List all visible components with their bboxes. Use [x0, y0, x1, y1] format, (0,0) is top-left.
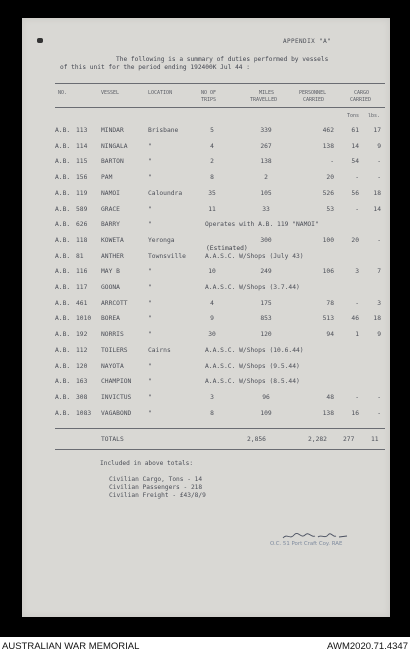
number-cell: 461: [76, 299, 88, 307]
personnel-cell: 94: [326, 331, 334, 339]
number-cell: 118: [76, 236, 88, 244]
signature: [281, 531, 351, 541]
miles-cell: 138: [260, 158, 272, 166]
header-miles-2: TRAVELLED: [250, 97, 278, 103]
table-row: [55, 221, 385, 233]
lbs-cell: -: [377, 158, 381, 166]
vessel-cell: TOILERS: [101, 346, 128, 354]
lbs-cell: -: [377, 393, 381, 401]
ab-cell: A.B.: [55, 315, 71, 323]
table-row: [55, 331, 385, 343]
header-personnel-1: PERSONNEL: [299, 90, 327, 96]
tons-cell: 16: [351, 409, 359, 417]
header-personnel-2: CARRIED: [303, 97, 325, 103]
miles-cell: 33: [262, 205, 270, 213]
ab-cell: A.B.: [55, 142, 71, 150]
number-cell: 120: [76, 362, 88, 370]
table-row: [55, 284, 385, 296]
vessel-cell: ARRCOTT: [101, 299, 128, 307]
vessel-cell: BOREA: [101, 315, 120, 323]
tons-cell: 1: [355, 331, 359, 339]
location-cell: ": [148, 142, 152, 150]
table-row: [55, 268, 385, 280]
location-cell: ": [148, 299, 152, 307]
header-trips-1: NO OF: [201, 90, 217, 96]
lbs-cell: -: [377, 236, 381, 244]
note-cell: A.A.S.C. W/Shops (July 43): [205, 252, 304, 260]
note-cell: A.A.S.C. W/Shops (8.5.44): [205, 378, 300, 386]
ab-cell: A.B.: [55, 236, 71, 244]
tons-cell: 56: [351, 189, 359, 197]
ab-cell: A.B.: [55, 174, 71, 182]
vessel-cell: ANTHER: [101, 252, 124, 260]
vessel-cell: NAYOTA: [101, 362, 124, 370]
location-cell: Yeronga: [148, 236, 175, 244]
totals-personnel: 2,282: [308, 436, 327, 443]
included-label: Included in above totals:: [100, 460, 194, 467]
vessel-cell: GRACE: [101, 205, 120, 213]
personnel-cell: 106: [322, 268, 334, 276]
location-cell: ": [148, 409, 152, 417]
header-cargo-1: CARGO: [354, 90, 370, 96]
lbs-cell: 18: [373, 189, 381, 197]
tons-cell: 61: [351, 127, 359, 134]
trips-cell: 8: [210, 174, 214, 182]
location-cell: ": [148, 158, 152, 166]
tons-cell: -: [355, 393, 359, 401]
header-rule: [55, 107, 385, 108]
miles-cell: 175: [260, 299, 272, 307]
footer-institution: AUSTRALIAN WAR MEMORIAL: [2, 641, 140, 652]
civilian-cargo: Civilian Cargo, Tons - 14: [109, 476, 203, 483]
ab-cell: A.B.: [55, 346, 71, 354]
miles-cell: 105: [260, 189, 272, 197]
location-cell: ": [148, 393, 152, 401]
appendix-heading: APPENDIX "A": [283, 38, 332, 45]
number-cell: 81: [76, 252, 84, 260]
personnel-cell: -: [330, 158, 334, 166]
ab-cell: A.B.: [55, 189, 71, 197]
estimated-note: (Estimated): [206, 245, 248, 252]
lbs-cell: -: [377, 174, 381, 182]
totals-top-rule: [55, 428, 385, 429]
vessel-cell: GOONA: [101, 284, 120, 291]
miles-cell: 2: [264, 174, 268, 182]
ab-cell: A.B.: [55, 127, 71, 134]
number-cell: 156: [76, 174, 88, 182]
number-cell: 1083: [76, 409, 92, 417]
location-cell: ": [148, 331, 152, 339]
miles-cell: 853: [260, 315, 272, 323]
personnel-cell: 100: [322, 236, 334, 244]
ab-cell: A.B.: [55, 221, 71, 229]
ab-cell: A.B.: [55, 393, 71, 401]
ab-cell: A.B.: [55, 252, 71, 260]
personnel-cell: 513: [322, 315, 334, 323]
location-cell: Brisbane: [148, 127, 179, 134]
table-row: [55, 410, 385, 422]
table-row: [55, 394, 385, 406]
table-row: [55, 378, 385, 390]
totals-lbs: 11: [371, 436, 379, 443]
location-cell: ": [148, 284, 152, 291]
table-row: [55, 158, 385, 170]
header-miles-1: MILES: [259, 90, 275, 96]
location-cell: ": [148, 362, 152, 370]
table-row: [55, 127, 385, 139]
tons-cell: 46: [351, 315, 359, 323]
trips-cell: 4: [210, 142, 214, 150]
note-cell: A.A.S.C. W/Shops (10.6.44): [205, 346, 304, 354]
lbs-cell: 18: [373, 315, 381, 323]
footer-accession-number: AWM2020.71.4347: [327, 641, 408, 652]
personnel-cell: 526: [322, 189, 334, 197]
number-cell: 119: [76, 189, 88, 197]
table-row: [55, 206, 385, 218]
totals-tons: 277: [343, 436, 355, 443]
number-cell: 115: [76, 158, 88, 166]
lbs-cell: 3: [377, 299, 381, 307]
ab-cell: A.B.: [55, 205, 71, 213]
number-cell: 1010: [76, 315, 92, 323]
personnel-cell: 462: [322, 127, 334, 134]
trips-cell: 4: [210, 299, 214, 307]
number-cell: 589: [76, 205, 88, 213]
miles-cell: 96: [262, 393, 270, 401]
header-location: LOCATION: [148, 90, 173, 96]
tons-cell: 54: [351, 158, 359, 166]
trips-cell: 10: [208, 268, 216, 276]
miles-cell: 300: [260, 236, 272, 244]
personnel-cell: 138: [322, 142, 334, 150]
table-row: [55, 174, 385, 186]
vessel-cell: KOWETA: [101, 236, 124, 244]
vessel-cell: NINGALA: [101, 142, 128, 150]
personnel-cell: 48: [326, 393, 334, 401]
note-cell: Operates with A.B. 119 "NAMOI": [205, 221, 319, 229]
trips-cell: 5: [210, 127, 214, 134]
header-tons: Tons: [347, 113, 360, 119]
vessel-cell: NORRIS: [101, 331, 124, 339]
trips-cell: 9: [210, 315, 214, 323]
location-cell: ": [148, 174, 152, 182]
table-row: [55, 347, 385, 359]
header-vessel: VESSEL: [101, 90, 120, 96]
vessel-cell: CHAMPION: [101, 378, 132, 386]
table-row: [55, 315, 385, 327]
table-row: [55, 190, 385, 202]
ab-cell: A.B.: [55, 158, 71, 166]
lbs-cell: 9: [377, 142, 381, 150]
lbs-cell: 9: [377, 331, 381, 339]
trips-cell: 8: [210, 409, 214, 417]
number-cell: 113: [76, 127, 88, 134]
header-lbs: lbs.: [368, 113, 381, 119]
totals-label: TOTALS: [101, 436, 124, 443]
header-cargo-2: CARRIED: [350, 97, 372, 103]
lbs-cell: 17: [373, 127, 381, 134]
number-cell: 308: [76, 393, 88, 401]
miles-cell: 249: [260, 268, 272, 276]
personnel-cell: 53: [326, 205, 334, 213]
tons-cell: 14: [351, 142, 359, 150]
number-cell: 192: [76, 331, 88, 339]
header-no: NO.: [58, 90, 68, 96]
personnel-cell: 138: [322, 409, 334, 417]
vessel-cell: INVICTUS: [101, 393, 132, 401]
vessel-cell: MAY B: [101, 268, 120, 276]
location-cell: Cairns: [148, 346, 171, 354]
civilian-freight: Civilian Freight - £43/8/9: [109, 492, 206, 499]
location-cell: Townsville: [148, 252, 186, 260]
location-cell: Caloundra: [148, 189, 183, 197]
lbs-cell: -: [377, 409, 381, 417]
number-cell: 114: [76, 142, 88, 150]
intro-line-1: The following is a summary of duties performed by vessels: [116, 56, 329, 63]
vessel-cell: NAMOI: [101, 189, 120, 197]
tons-cell: 3: [355, 268, 359, 276]
table-row: [55, 143, 385, 155]
vessel-cell: BARRY: [101, 221, 120, 229]
vessel-cell: MINDAR: [101, 127, 124, 134]
number-cell: 117: [76, 284, 88, 291]
header-trips-2: TRIPS: [201, 97, 217, 103]
ab-cell: A.B.: [55, 331, 71, 339]
lbs-cell: 7: [377, 268, 381, 276]
miles-cell: 120: [260, 331, 272, 339]
ab-cell: A.B.: [55, 268, 71, 276]
trips-cell: 2: [210, 158, 214, 166]
miles-cell: 109: [260, 409, 272, 417]
number-cell: 112: [76, 346, 88, 354]
tons-cell: -: [355, 299, 359, 307]
totals-miles: 2,856: [247, 436, 266, 443]
personnel-cell: 20: [326, 174, 334, 182]
vessel-cell: BARTON: [101, 158, 124, 166]
location-cell: ": [148, 221, 152, 229]
miles-cell: 267: [260, 142, 272, 150]
trips-cell: 11: [208, 205, 216, 213]
location-cell: ": [148, 378, 152, 386]
intro-line-2: of this unit for the period ending 192400K Jul 44 :: [60, 64, 250, 71]
ab-cell: A.B.: [55, 409, 71, 417]
note-cell: A.A.S.C. W/Shops (9.5.44): [205, 362, 300, 370]
miles-cell: 339: [260, 127, 272, 134]
note-cell: A.A.S.C. W/Shops (3.7.44): [205, 284, 300, 291]
tons-cell: 20: [351, 236, 359, 244]
trips-cell: 35: [208, 189, 216, 197]
totals-bottom-rule: [55, 449, 385, 450]
location-cell: ": [148, 315, 152, 323]
number-cell: 163: [76, 378, 88, 386]
number-cell: 626: [76, 221, 88, 229]
tons-cell: -: [355, 205, 359, 213]
ab-cell: A.B.: [55, 284, 71, 291]
number-cell: 116: [76, 268, 88, 276]
location-cell: ": [148, 205, 152, 213]
lbs-cell: 14: [373, 205, 381, 213]
civilian-passengers: Civilian Passengers - 218: [109, 484, 203, 491]
table-row: [55, 300, 385, 312]
ab-cell: A.B.: [55, 378, 71, 386]
table-top-rule: [55, 83, 385, 84]
punch-hole: [37, 38, 43, 43]
ab-cell: A.B.: [55, 299, 71, 307]
location-cell: ": [148, 268, 152, 276]
personnel-cell: 78: [326, 299, 334, 307]
ab-cell: A.B.: [55, 362, 71, 370]
table-row: [55, 363, 385, 375]
trips-cell: 30: [208, 331, 216, 339]
vessel-cell: PAM: [101, 174, 113, 182]
table-row: [55, 253, 385, 265]
intro-text: [60, 56, 360, 72]
unit-stamp: O.C. 51 Port Craft Coy. RAE: [270, 541, 343, 547]
tons-cell: -: [355, 174, 359, 182]
vessel-cell: VAGABOND: [101, 409, 132, 417]
trips-cell: 3: [210, 393, 214, 401]
